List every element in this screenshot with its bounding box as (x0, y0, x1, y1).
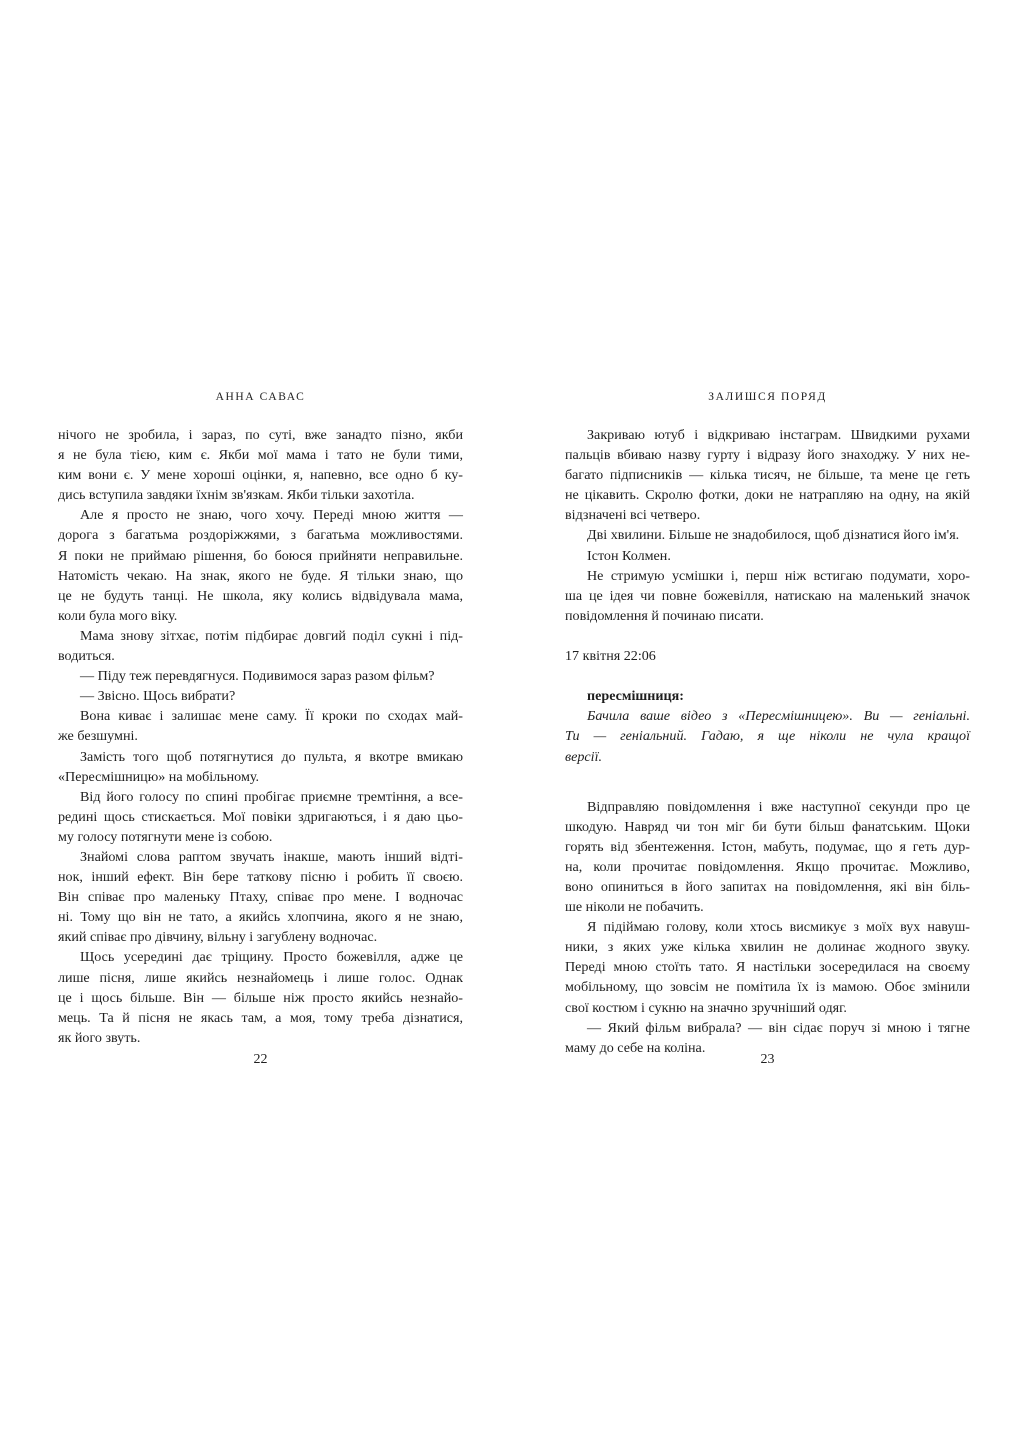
text-line: не цікавить. Скролю фотки, доки не натрапляю на одну, на якій (565, 487, 970, 504)
text-line: воно опиниться в його запитах на повідомлення, які він біль- (565, 878, 970, 895)
text-line: ні. Тому що він не тато, а якийсь хлопчина, якого я не знаю, (58, 909, 463, 926)
paragraph (58, 666, 463, 686)
text-line: Натомість чекаю. На знак, якого не буде. Я тільки знаю, що (58, 567, 463, 584)
paragraph (58, 706, 463, 746)
spacer (565, 626, 970, 646)
text-line: горять від збентеження. Істон, мабуть, подумає, що я геть дур- (565, 838, 970, 855)
text-line: дись вступила завдяки їхнім зв'язкам. Якби тільки захотіла. (58, 487, 415, 504)
text-line: коли була мого віку. (58, 607, 178, 624)
text-line: Не стримую усмішки і, перш ніж встигаю подумати, хоро- (587, 567, 970, 584)
paragraph (58, 947, 463, 1047)
text-line: ники, з яких уже кілька хвилин не долинає жодного звуку. (565, 939, 970, 956)
text-line: Вона киває і залишає мене саму. Її кроки по сходах май- (80, 708, 463, 725)
right-page-text (565, 425, 970, 1058)
text-line: Знайомі слова раптом звучать інакше, мають інший відті- (80, 848, 463, 865)
text-line: — Звісно. Щось вибрати? (80, 688, 236, 705)
text-line: повідомлення й починаю писати. (565, 607, 764, 624)
message-timestamp: 17 квітня 22:06 (565, 648, 656, 665)
paragraph (565, 566, 970, 626)
text-line: який співає про дівчину, вільну і загублену водночас. (58, 929, 378, 946)
text-line: маму до себе на коліна. (565, 1039, 706, 1056)
paragraph (58, 686, 463, 706)
paragraph (58, 747, 463, 787)
paragraph (58, 505, 463, 626)
text-line: Від його голосу по спині пробігає приємне тремтіння, а все- (80, 788, 463, 805)
paragraph (58, 847, 463, 947)
text-line: Істон Колмен. (587, 547, 671, 564)
text-line: нічого не зробила, і зараз, по суті, вже занадто пізно, якби (58, 427, 463, 443)
text-line: як його звуть. (58, 1029, 141, 1046)
message-line: Ти — геніальний. Гадаю, я ще ніколи не чула кращої (565, 728, 970, 745)
paragraph (565, 797, 970, 918)
text-line: Щось усередині дає тріщину. Просто божевілля, адже це (80, 949, 463, 966)
message-body (565, 706, 970, 766)
text-line: Закриваю ютуб і відкриваю інстаграм. Швидкими рухами (587, 427, 970, 443)
paragraph (565, 546, 970, 566)
message-line: Бачила ваше відео з «Пересмішницею». Ви — геніальні. (587, 708, 970, 725)
running-head-left: АННА САВАС (215, 391, 306, 403)
text-line: Я підіймаю голову, коли хтось висмикує з моїх вух навуш- (587, 919, 970, 936)
text-line: Але я просто не знаю, чого хочу. Переді мною життя — (80, 507, 463, 524)
text-line: це не будуть танці. Не школа, яку колись відвідувала мама, (58, 587, 463, 604)
paragraph (58, 626, 463, 666)
text-line: «Пересмішницю» на мобільному. (58, 768, 260, 785)
text-line: багато підписників — кілька тисяч, не більше, та мене це геть (565, 467, 970, 484)
message-line: версії. (565, 748, 603, 765)
text-line: пальців вбиваю назву гурту і відразу його знаходжу. У них не- (565, 447, 970, 464)
page-number-left: 22 (253, 1052, 268, 1067)
text-line: Переді мною стоїть тато. Я настільки зосередилася на своєму (565, 959, 970, 976)
text-line: Дві хвилини. Більше не знадобилося, щоб дізнатися його ім'я. (587, 527, 960, 544)
paragraph (58, 425, 463, 505)
spacer (565, 666, 970, 686)
text-line: лише пісня, лише якийсь незнайомець і лише голос. Однак (58, 969, 463, 986)
text-line: на, коли прочитає повідомлення. Якщо прочитає. Можливо, (565, 858, 970, 875)
text-line: мець. Та й пісня не якась там, а моя, тому треба дізнатися, (58, 1009, 463, 1026)
text-line: Відправляю повідомлення і вже наступної секунди про це (587, 798, 970, 815)
paragraph (565, 917, 970, 1017)
text-line: редині щось стискається. Мої повіки здригаються, і я даю цьо- (58, 808, 463, 825)
text-line: шкодую. Навряд чи тон міг би бути більш фанатським. Щоки (565, 818, 970, 835)
text-line: я не була тією, ким є. Якби мої мама і тато не були тими, (58, 447, 463, 464)
paragraph (565, 425, 970, 525)
left-page-text (58, 425, 463, 1048)
text-line: — Піду теж перевдягнуся. Подивимося зараз разом фільм? (80, 668, 435, 685)
text-line: ша це ідея чи повне божевілля, натискаю на маленький значок (565, 587, 970, 604)
text-line: нок, інший ефект. Він бере таткову пісню і робить її своєю. (58, 869, 463, 886)
paragraph (58, 787, 463, 847)
text-line: Він співає про маленьку Птаху, співає про мене. І водночас (58, 889, 463, 906)
text-line: водиться. (58, 648, 115, 665)
text-line: свої костюм і сукню на значно зручніший одяг. (565, 999, 847, 1016)
text-line: ким вони є. У мене хороші оцінки, я, напевно, все одно б ку- (58, 467, 463, 484)
page-number-right: 23 (760, 1052, 775, 1067)
text-line: відзначені всі четверо. (565, 507, 701, 524)
text-line: це і щось більше. Він — більше ніж просто якийсь незнайо- (58, 989, 463, 1006)
message-sender: пересмішниця: (587, 688, 684, 705)
text-line: Замість того щоб потягнутися до пульта, я вкотре вмикаю (80, 748, 463, 765)
paragraph (565, 525, 970, 545)
text-line: Мама знову зітхає, потім підбирає довгий поділ сукні і під- (80, 627, 463, 644)
running-head-right: ЗАЛИШСЯ ПОРЯД (708, 391, 827, 403)
text-line: му голосу потягнути мене із собою. (58, 828, 273, 845)
text-line: Я поки не приймаю рішення, бо боюся прийняти неправильне. (58, 547, 463, 564)
spacer (565, 767, 970, 797)
text-line: же безшумні. (58, 728, 138, 745)
text-line: ше ніколи не побачить. (565, 899, 704, 916)
text-line: — Який фільм вибрала? — він сідає поруч зі мною і тягне (587, 1019, 970, 1036)
text-line: мобільному, що зовсім не помітила їх із мамою. Обоє змінили (565, 979, 970, 996)
text-line: дорога з багатьма роздоріжжями, з багатьма можливостями. (58, 527, 463, 544)
